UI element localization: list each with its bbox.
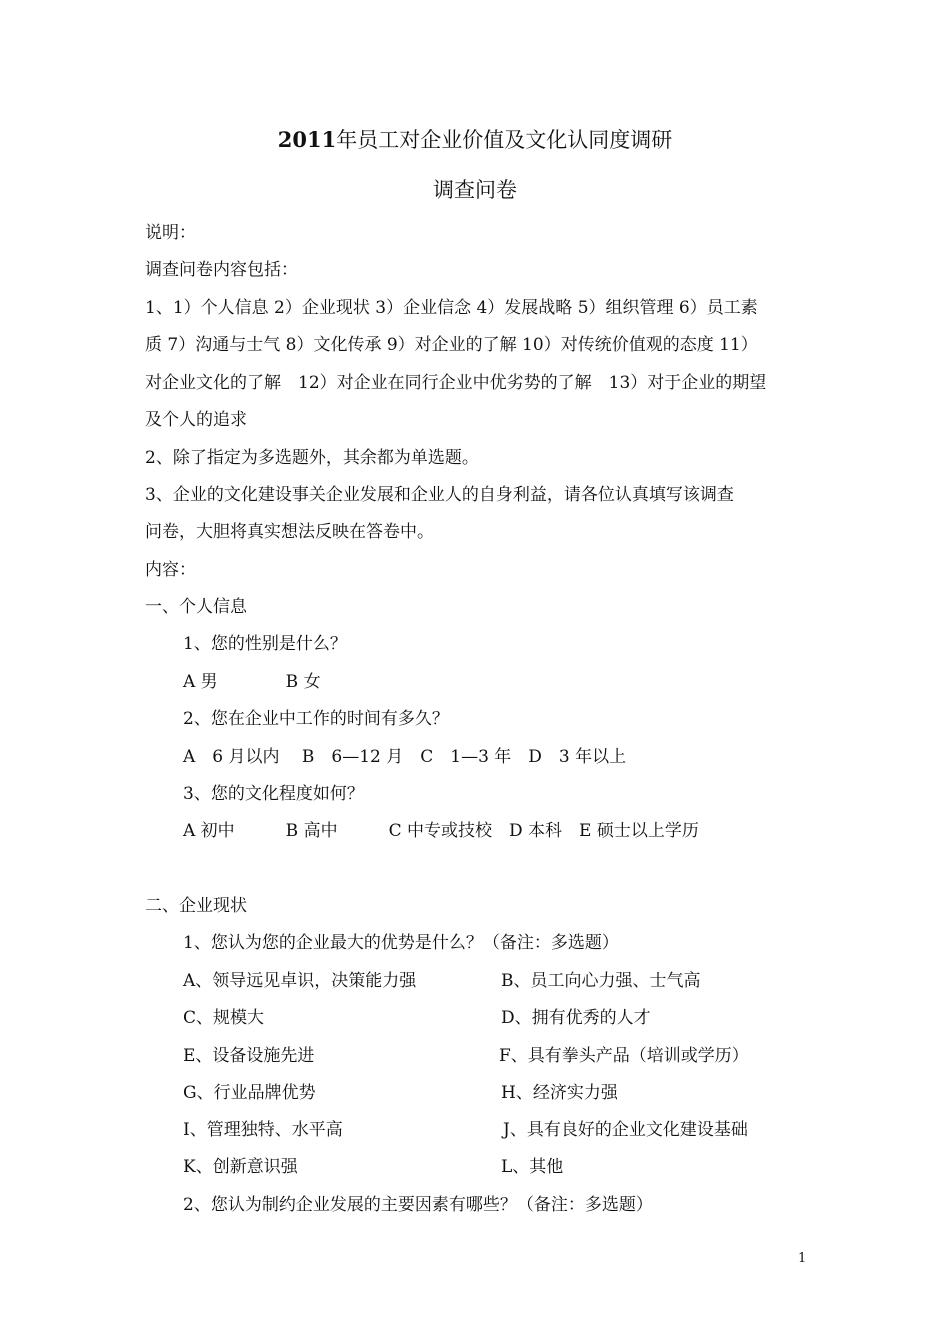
s2-q2: 2、您认为制约企业发展的主要因素有哪些？（备注：多选题） <box>183 1195 653 1215</box>
point1-line4: 及个人的追求 <box>145 410 247 430</box>
title-text: 年员工对企业价值及文化认同度调研 <box>336 128 673 152</box>
s2-q1-option-e: E、设备设施先进 <box>183 1046 315 1066</box>
s2-q1-option-a: A、领导远见卓识，决策能力强 <box>183 971 417 991</box>
point3-line2: 问卷，大胆将真实想法反映在答卷中。 <box>145 522 434 542</box>
s2-q1-option-l: L、其他 <box>501 1157 564 1177</box>
document-subtitle: 调查问卷 <box>433 178 517 202</box>
s1-q1: 1、您的性别是什么？ <box>183 634 347 654</box>
s2-q1-option-g: G、行业品牌优势 <box>183 1083 316 1103</box>
s2-q1-option-i: I、管理独特、水平高 <box>183 1120 343 1140</box>
s2-q1-option-h: H、经济实力强 <box>501 1083 618 1103</box>
point1-line1: 1、1）个人信息 2）企业现状 3）企业信念 4）发展战略 5）组织管理 6）员工素 <box>145 298 758 318</box>
point1-line3: 对企业文化的了解 12）对企业在同行企业中优劣势的了解 13）对于企业的期望 <box>145 373 767 393</box>
intro-label: 说明： <box>145 223 196 243</box>
content-label: 内容： <box>145 560 196 580</box>
page-number: 1 <box>798 1251 807 1266</box>
s1-q3-options: A 初中 B 高中 C 中专或技校 D 本科 E 硕士以上学历 <box>183 821 699 841</box>
s1-q1-options: A 男 B 女 <box>183 672 321 692</box>
point2: 2、除了指定为多选题外，其余都为单选题。 <box>145 448 479 468</box>
section1-heading: 一、个人信息 <box>145 597 247 617</box>
s2-q1-option-f: F、具有拳头产品（培训或学历） <box>499 1046 749 1066</box>
s2-q1-option-j: J、具有良好的企业文化建设基础 <box>503 1120 748 1140</box>
point1-line2: 质 7）沟通与士气 8）文化传承 9）对企业的了解 10）对传统价值观的态度 11） <box>145 335 758 355</box>
title-year: 2011 <box>277 127 337 152</box>
document-title <box>0 124 950 154</box>
contents-heading: 调查问卷内容包括： <box>145 260 298 280</box>
s2-q1-option-d: D、拥有优秀的人才 <box>501 1008 651 1028</box>
s2-q1-option-c: C、规模大 <box>183 1008 265 1028</box>
s2-q1-option-k: K、创新意识强 <box>183 1157 298 1177</box>
s1-q2: 2、您在企业中工作的时间有多久？ <box>183 709 449 729</box>
s1-q3: 3、您的文化程度如何？ <box>183 784 364 804</box>
s2-q1: 1、您认为您的企业最大的优势是什么？（备注：多选题） <box>183 933 619 953</box>
point3-line1: 3、企业的文化建设事关企业发展和企业人的自身利益，请各位认真填写该调查 <box>145 485 734 505</box>
s2-q1-option-b: B、员工向心力强、士气高 <box>501 971 701 991</box>
s1-q2-options: A 6 月以内 B 6—12 月 C 1—3 年 D 3 年以上 <box>183 747 627 767</box>
section2-heading: 二、企业现状 <box>145 896 247 916</box>
